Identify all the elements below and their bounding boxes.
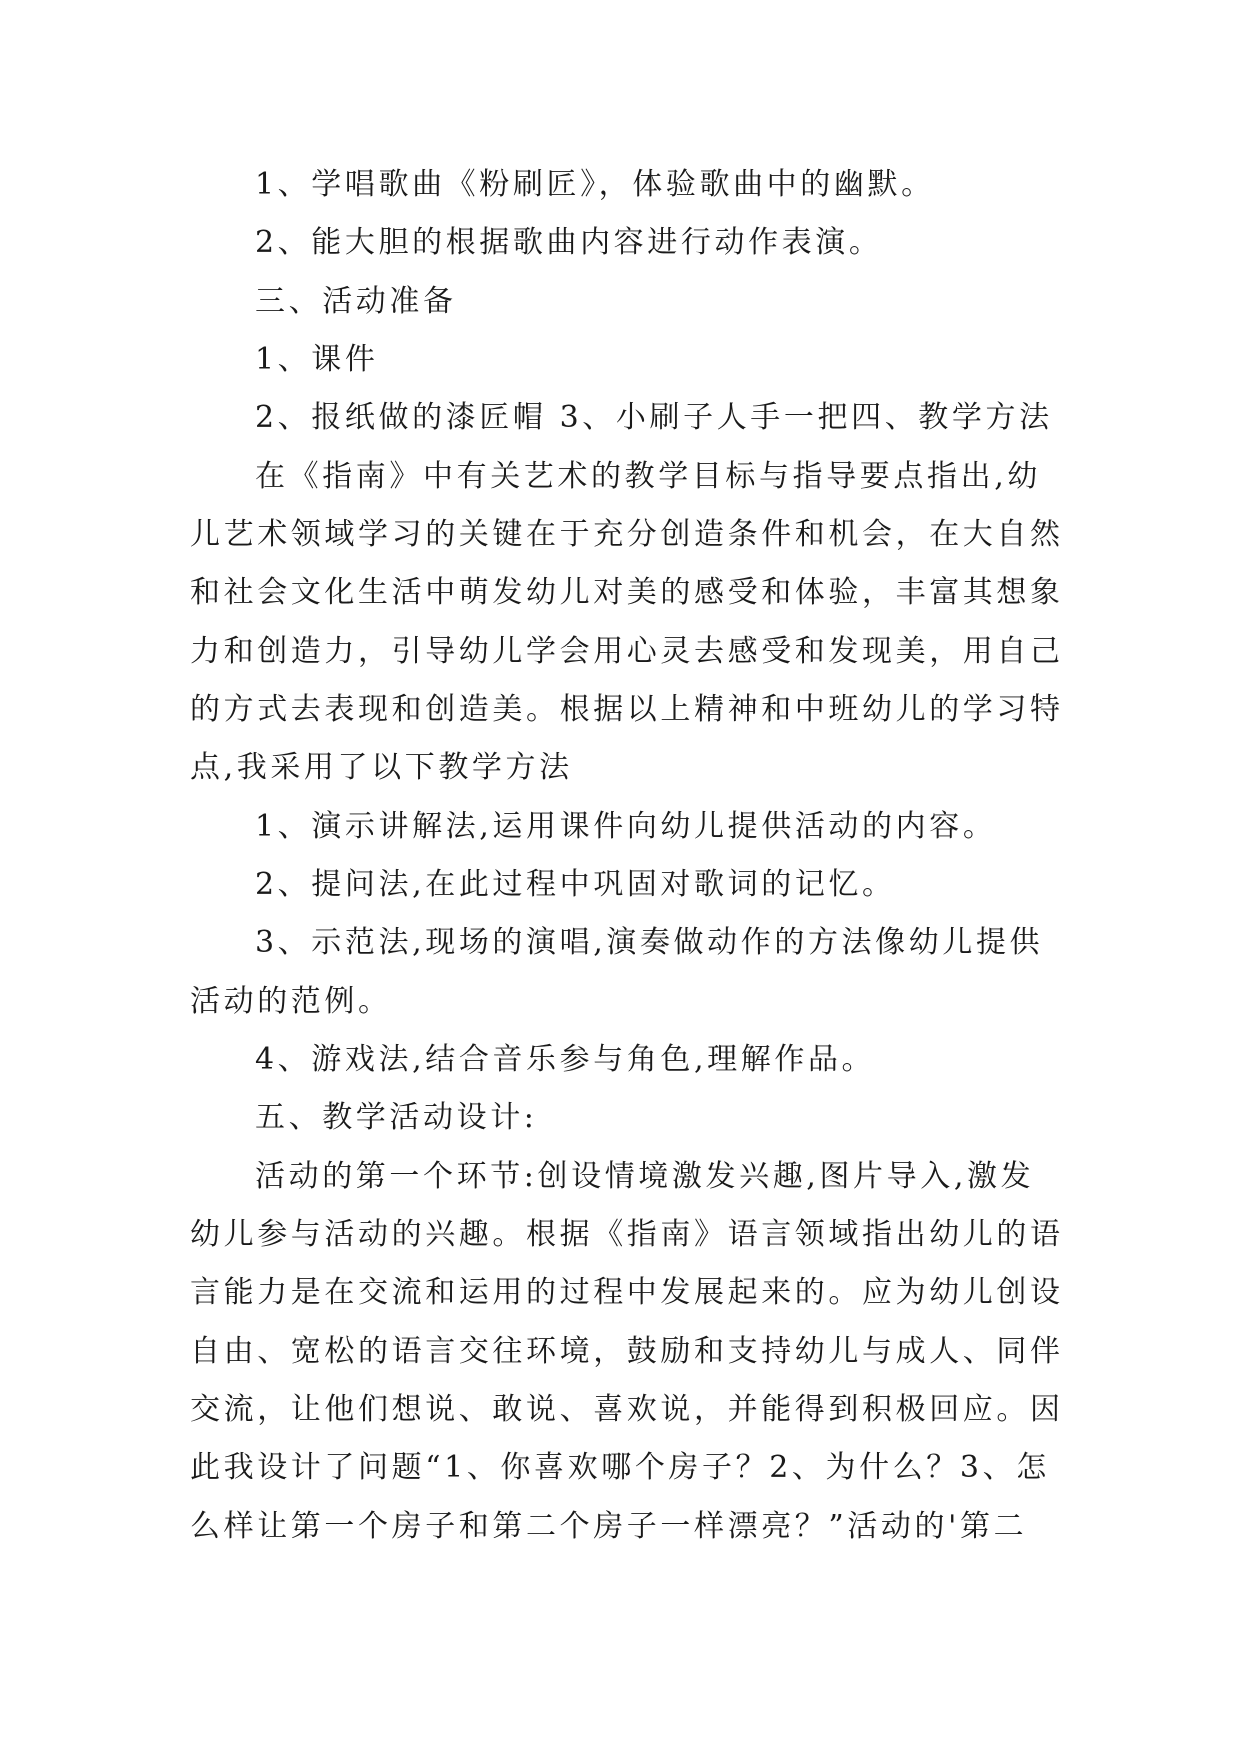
text-line: 4、游戏法,结合音乐参与角色,理解作品。: [255, 1042, 876, 1077]
text-line: 2、能大胆的根据歌曲内容进行动作表演。: [255, 225, 883, 260]
text-line: 和社会文化生活中萌发幼儿对美的感受和体验，丰富其想象: [190, 575, 1064, 610]
text-line: 在《指南》中有关艺术的教学目标与指导要点指出,幼: [255, 459, 1041, 494]
text-line: 活动的范例。: [190, 984, 392, 1019]
text-line: 幼儿参与活动的兴趣。根据《指南》语言领域指出幼儿的语: [190, 1217, 1064, 1252]
text-line: 力和创造力，引导幼儿学会用心灵去感受和发现美，用自己: [190, 634, 1064, 669]
text-line: 么样让第一个房子和第二个房子一样漂亮？”活动的'第二: [190, 1509, 1028, 1544]
text-line: 2、报纸做的漆匠帽 3、小刷子人手一把四、教学方法: [255, 400, 1053, 435]
text-line: 1、课件: [255, 342, 379, 377]
text-line: 点,我采用了以下教学方法: [190, 750, 573, 785]
text-line: 交流，让他们想说、敢说、喜欢说，并能得到积极回应。因: [190, 1392, 1064, 1427]
section-heading: 五、教学活动设计:: [255, 1100, 538, 1135]
text-line: 1、学唱歌曲《粉刷匠》，体验歌曲中的幽默。: [255, 167, 935, 202]
text-line: 1、演示讲解法,运用课件向幼儿提供活动的内容。: [255, 809, 997, 844]
text-line: 自由、宽松的语言交往环境，鼓励和支持幼儿与成人、同伴: [190, 1334, 1064, 1369]
text-line: 3、示范法,现场的演唱,演奏做动作的方法像幼儿提供: [255, 925, 1044, 960]
text-line: 2、提问法,在此过程中巩固对歌词的记忆。: [255, 867, 896, 902]
text-line: 儿艺术领域学习的关键在于充分创造条件和机会，在大自然: [190, 517, 1064, 552]
section-heading: 三、活动准备: [255, 284, 457, 319]
text-line: 此我设计了问题“1、你喜欢哪个房子？2、为什么？3、怎: [190, 1450, 1050, 1485]
text-line: 的方式去表现和创造美。根据以上精神和中班幼儿的学习特: [190, 692, 1064, 727]
text-line: 活动的第一个环节:创设情境激发兴趣,图片导入,激发: [255, 1159, 1035, 1194]
text-line: 言能力是在交流和运用的过程中发展起来的。应为幼儿创设: [190, 1275, 1064, 1310]
